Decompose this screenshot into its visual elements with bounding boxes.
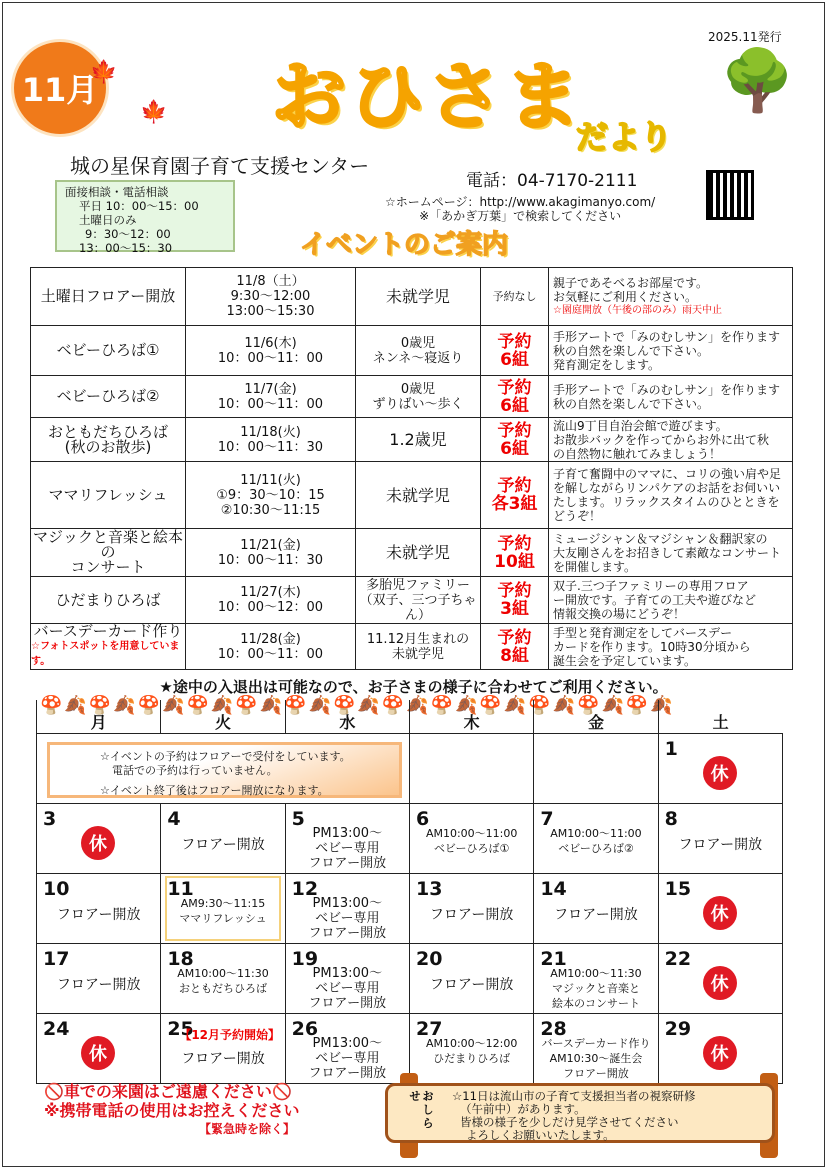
event-desc-line: どうぞ！ (553, 509, 602, 523)
day-event: フロアー開放 (56, 907, 141, 923)
closed-icon: 休 (703, 896, 737, 930)
consult-line: 土曜日のみ (79, 213, 137, 227)
day-number: 15 (664, 878, 692, 900)
event-desc-line: 情報交換の場にどうぞ！ (553, 607, 686, 621)
event-description (549, 418, 793, 462)
event-reservation: 予約 6組 (481, 418, 549, 462)
event-time (186, 418, 356, 462)
event-desc-line: たします。リラックスタイムのひとときを (553, 495, 780, 509)
event-name-text: バースデーカード作り (33, 622, 183, 640)
event-description (549, 326, 793, 376)
day-event: フロアー開放 (429, 907, 514, 923)
homepage-info (385, 195, 655, 223)
event-desc-line: お気軽にご利用ください。 (553, 289, 698, 304)
calendar-week (37, 734, 783, 804)
calendar-day[interactable] (658, 944, 782, 1014)
day-number: 24 (43, 1018, 70, 1040)
closed-icon: 休 (703, 756, 737, 790)
day-number: 8 (664, 808, 678, 830)
event-name-text: 土曜日フロアー開放 (40, 287, 176, 305)
maple-leaf-icon: 🍁 (140, 100, 168, 125)
calendar-day[interactable] (37, 944, 161, 1014)
day-event: PM13:00～ ベビー専用 フロアー開放 (308, 826, 387, 871)
calendar-day[interactable] (37, 804, 161, 874)
day-number: 26 (291, 1018, 319, 1040)
day-number: 28 (540, 1018, 567, 1040)
consult-line: 13：00～15：30 (79, 241, 173, 255)
calendar-day[interactable] (534, 804, 658, 874)
event-description (549, 376, 793, 418)
consult-line: 平日 10：00～15：00 (79, 199, 199, 213)
calendar-day (409, 734, 533, 804)
calendar-day[interactable] (534, 1014, 658, 1084)
day-event: AM10:00～11:00 ベビーひろば① (425, 827, 518, 855)
event-name (31, 577, 186, 624)
info-line: 電話での予約は行っていません。 (112, 764, 278, 777)
event-name (31, 462, 186, 529)
calendar-week (37, 874, 783, 944)
event-name (31, 326, 186, 376)
event-time (186, 577, 356, 624)
day-event: フロアー開放 (429, 977, 514, 993)
day-number: 14 (540, 878, 567, 900)
event-description (549, 268, 793, 326)
calendar-day[interactable] (658, 804, 782, 874)
notice-line: （午前中）があります。 (460, 1102, 586, 1116)
center-name: 城の星保育園子育て支援センター (70, 154, 370, 178)
event-time-line: 11/18(火) (240, 424, 301, 440)
info-line: ☆イベントの予約はフロアーで受付をしています。 (100, 750, 351, 763)
emergency-note: 【緊急時を除く】 (199, 1122, 296, 1136)
event-description (549, 577, 793, 624)
event-name (31, 529, 186, 577)
event-desc-line: カードを作ります。10時30分頃から (553, 639, 751, 654)
calendar-day[interactable] (37, 874, 161, 944)
day-number: 13 (415, 878, 443, 900)
event-row (31, 624, 793, 670)
day-event: AM10:00～11:30 おともだちひろば (177, 967, 269, 995)
closed-icon: 休 (703, 966, 737, 1000)
event-time (186, 624, 356, 670)
event-target: 未就学児 (356, 268, 481, 326)
event-reservation: 予約 6組 (481, 376, 549, 418)
event-name (31, 418, 186, 462)
day-event: PM13:00～ ベビー専用 フロアー開放 (308, 966, 387, 1011)
event-row (31, 376, 793, 418)
day-number: 18 (167, 948, 194, 970)
event-time-line: 10：00～11：00 (217, 646, 324, 662)
day-event: PM13:00～ ベビー専用 フロアー開放 (308, 896, 387, 941)
calendar-day[interactable] (161, 1014, 285, 1084)
event-time (186, 326, 356, 376)
warnings (44, 1082, 300, 1139)
calendar-day[interactable] (409, 804, 533, 874)
issue-date: 2025.11発行 (708, 30, 782, 44)
calendar-info-cell (37, 734, 410, 804)
event-desc-line: 秋の自然を楽しんで下さい。 (553, 343, 710, 358)
notice-label: おしらせ (408, 1090, 435, 1131)
event-desc-line: 子育て奮闘中のママに、コリの強い肩や足 (553, 467, 782, 481)
calendar-day[interactable] (285, 804, 409, 874)
day-event: フロアー開放 (554, 907, 638, 923)
calendar-day[interactable] (534, 874, 658, 944)
event-row (31, 577, 793, 624)
event-time-line: 10：00～11：00 (217, 396, 324, 412)
weekday-header: 火 (161, 700, 285, 734)
calendar-day[interactable] (285, 1014, 409, 1084)
event-time-line: 11/6(木) (244, 335, 297, 351)
day-number: 21 (540, 948, 567, 970)
consult-line: 9：30～12：00 (85, 227, 171, 241)
event-name-text: ベビーひろば① (56, 341, 160, 359)
day-event: フロアー開放 (181, 837, 265, 853)
notice-line: よろしくお願いいたします。 (466, 1128, 615, 1142)
event-row (31, 418, 793, 462)
event-target: 1.2歳児 (356, 418, 481, 462)
consult-heading: 面接相談・電話相談 (65, 185, 169, 199)
event-description (549, 529, 793, 577)
calendar-day (534, 734, 658, 804)
entry-exit-note: ★途中の入退出は可能なので、お子さまの様子に合わせてご利用ください。 (159, 678, 668, 696)
event-desc-line: を開催します。 (553, 559, 637, 574)
event-time-line: ①9：30～10：15 (216, 487, 325, 503)
events-heading: イベントのご案内 (300, 230, 509, 260)
event-time (186, 462, 356, 529)
event-desc-line: 誕生会を予定しています。 (553, 653, 697, 668)
day-number: 25 (167, 1018, 194, 1040)
event-reservation: 予約なし (481, 268, 549, 326)
day-number: 5 (291, 808, 305, 830)
day-event: AM9:30～11:15 ママリフレッシュ (179, 897, 267, 925)
calendar-week (37, 944, 783, 1014)
calendar-day[interactable] (409, 944, 533, 1014)
event-desc-line: 発育測定をします。 (553, 357, 661, 372)
event-reservation: 予約 各3組 (481, 462, 549, 529)
event-desc-line: 大友剛さんをお招きして素敵なコンサート (553, 545, 782, 560)
weekday-header: 木 (409, 700, 533, 734)
event-name-text: ひだまりひろば (55, 590, 161, 609)
event-desc-line: お散歩バックを作ってからお外に出て秋 (553, 432, 770, 447)
event-desc-line: 親子であそべるお部屋です。 (553, 275, 709, 290)
event-time-line: 11/7(金) (244, 381, 297, 397)
event-time-line: 11/27(木) (240, 585, 301, 600)
phone-warning: ※携帯電話の使用はお控えください (44, 1101, 300, 1120)
day-event: フロアー開放 (56, 977, 141, 993)
event-desc-line: 手形アートで「みのむしサン」を作ります (553, 329, 781, 344)
event-desc-note: ☆園庭開放（午後の部のみ）雨天中止 (553, 304, 722, 316)
event-desc-line: 手形アートで「みのむしサン」を作ります (553, 382, 781, 397)
day-number: 20 (415, 948, 443, 970)
event-target: 未就学児 (356, 529, 481, 577)
event-desc-line: 双子.三つ子ファミリーの専用フロア (553, 579, 749, 593)
event-desc-line: を解しながらリンパケアのお話をお伺いい (553, 481, 781, 495)
notice-board (385, 1083, 775, 1143)
reservation-start: 【12月予約開始】 (179, 1028, 281, 1042)
day-number: 27 (415, 1018, 443, 1040)
event-name (31, 376, 186, 418)
day-event: PM13:00～ ベビー専用 フロアー開放 (308, 1036, 387, 1081)
event-name-text: ベビーひろば② (56, 387, 160, 405)
day-number: 1 (664, 738, 678, 760)
event-time-line: 10：00～12：00 (217, 600, 324, 615)
event-desc-line: ー開放です。子育ての工夫や遊びなど (553, 593, 757, 607)
day-number: 12 (291, 878, 319, 900)
event-name (31, 268, 186, 326)
event-time-line: 10：00～11：30 (217, 552, 324, 568)
event-time-line: 13:00～15:30 (226, 304, 315, 319)
day-event: AM10:00～11:00 ベビーひろば② (550, 827, 642, 855)
event-target: 0歳児 ネンネ～寝返り (356, 326, 481, 376)
event-row (31, 462, 793, 529)
calendar-day[interactable] (37, 1014, 161, 1084)
event-description (549, 624, 793, 670)
calendar-day[interactable] (409, 1014, 533, 1084)
event-time (186, 529, 356, 577)
event-description (549, 462, 793, 529)
event-name-text: ママリフレッシュ (48, 485, 168, 504)
calendar-day[interactable] (658, 874, 782, 944)
day-event: フロアー開放 (678, 837, 763, 853)
consultation-box (55, 180, 235, 255)
day-event: AM10:00～12:00 ひだまりひろば (425, 1037, 518, 1065)
calendar-day[interactable] (285, 944, 409, 1014)
calendar-week (37, 804, 783, 874)
weekday-header: 金 (534, 700, 658, 734)
day-number: 19 (291, 948, 319, 970)
event-target: 0歳児 ずりばい～歩く (356, 376, 481, 418)
event-desc-line: の自然物に触れてみましょう！ (553, 446, 722, 461)
event-reservation: 予約 10組 (481, 529, 549, 577)
event-desc-line: 手型と発育測定をしてバースデー (553, 625, 733, 640)
weekday-header: 月 (37, 700, 161, 734)
homepage-link[interactable]: ☆ホームページ：http://www.akagimanyo.com/ (385, 195, 656, 209)
weekday-header: 水 (285, 700, 409, 734)
day-number: 10 (43, 878, 70, 900)
day-number: 4 (167, 808, 181, 830)
calendar-day[interactable] (409, 874, 533, 944)
day-number: 7 (540, 808, 554, 830)
event-reservation: 予約 8組 (481, 624, 549, 670)
event-desc-line: 秋の自然を楽しんで下さい。 (553, 396, 710, 411)
event-time-line: 10：00～11：00 (217, 350, 324, 366)
event-name (31, 624, 186, 670)
event-name-text: マジックと音楽と絵本の コンサート (32, 528, 183, 576)
events-table (30, 267, 793, 670)
calendar-day[interactable] (161, 804, 285, 874)
event-desc-line: 流山9丁目自治会館で遊びます。 (553, 418, 728, 433)
day-number: 6 (415, 808, 430, 830)
calendar (36, 700, 783, 1084)
event-row (31, 529, 793, 577)
weekday-header: 土 (658, 700, 782, 734)
closed-icon: 休 (703, 1036, 737, 1070)
event-name-note: ☆フォトスポットを用意しています。 (31, 641, 180, 667)
event-time (186, 376, 356, 418)
phone-number: 電話：04-7170-2111 (466, 171, 638, 191)
day-number: 29 (664, 1018, 692, 1040)
autumn-tree-icon: 🌳 (720, 46, 795, 116)
notice-line: ☆11日は流山市の子育て支援担当者の視察研修 (452, 1089, 696, 1103)
event-reservation: 予約 6組 (481, 326, 549, 376)
closed-icon: 休 (81, 826, 115, 860)
month-badge: 11月 (14, 42, 106, 134)
day-number: 17 (43, 948, 70, 970)
calendar-day[interactable] (534, 944, 658, 1014)
info-line: ☆イベント終了後はフロアー開放になります。 (100, 784, 329, 797)
newsletter-subtitle: だより (576, 118, 673, 156)
calendar-day[interactable] (658, 734, 782, 804)
event-target: 未就学児 (356, 462, 481, 529)
mushroom-decoration: 🍄🍂🍄🍂🍄🍂🍄🍂🍄🍂🍄🍂🍄🍂🍄🍂🍄🍂🍄🍂🍄🍂🍄🍂🍄🍂 (40, 695, 675, 716)
day-event: バースデーカード作り AM10:30～誕生会 フロアー開放 (541, 1037, 651, 1080)
day-number: 11 (167, 878, 194, 900)
qr-code[interactable] (706, 170, 754, 220)
day-number: 22 (664, 948, 692, 970)
event-time-line: 11/8（土） (236, 274, 305, 289)
no-car-warning: 🚫車での来園はご遠慮ください🚫 (44, 1082, 292, 1101)
event-desc-line: ミュージシャン＆マジシャン＆翻訳家の (553, 531, 768, 546)
day-event: AM10:00～11:30 マジックと音楽と 絵本のコンサート (550, 967, 642, 1010)
calendar-day[interactable] (161, 944, 285, 1014)
event-row (31, 268, 793, 326)
event-reservation: 予約 3組 (481, 577, 549, 624)
event-time-line: 11/11(火) (240, 472, 301, 488)
event-time-line: ②10:30～11:15 (220, 502, 321, 518)
event-time-line: 9:30～12:00 (230, 289, 311, 304)
event-name-text: おともだちひろば (秋のお散歩) (47, 422, 168, 456)
closed-icon: 休 (81, 1036, 115, 1070)
event-time-line: 11/21(金) (240, 537, 301, 553)
day-event: フロアー開放 (181, 1051, 265, 1067)
newsletter-title: おひさま (272, 54, 584, 140)
calendar-day[interactable] (285, 874, 409, 944)
calendar-day[interactable] (161, 874, 285, 944)
event-target: 多胎児ファミリー （双子、三つ子ちゃん） (356, 577, 481, 624)
maple-leaf-icon: 🍁 (90, 60, 118, 85)
event-target: 11.12月生まれの 未就学児 (356, 624, 481, 670)
event-row (31, 326, 793, 376)
day-number: 3 (43, 808, 57, 830)
event-time (186, 268, 356, 326)
event-time-line: 10：00～11：30 (217, 439, 324, 455)
search-hint: ※「あかぎ万葉」で検索してください (419, 209, 622, 223)
event-time-line: 11/28(金) (240, 631, 301, 647)
reservation-info (47, 742, 402, 798)
notice-line: 皆様の様子を少しだけ見学させてください (460, 1115, 679, 1129)
